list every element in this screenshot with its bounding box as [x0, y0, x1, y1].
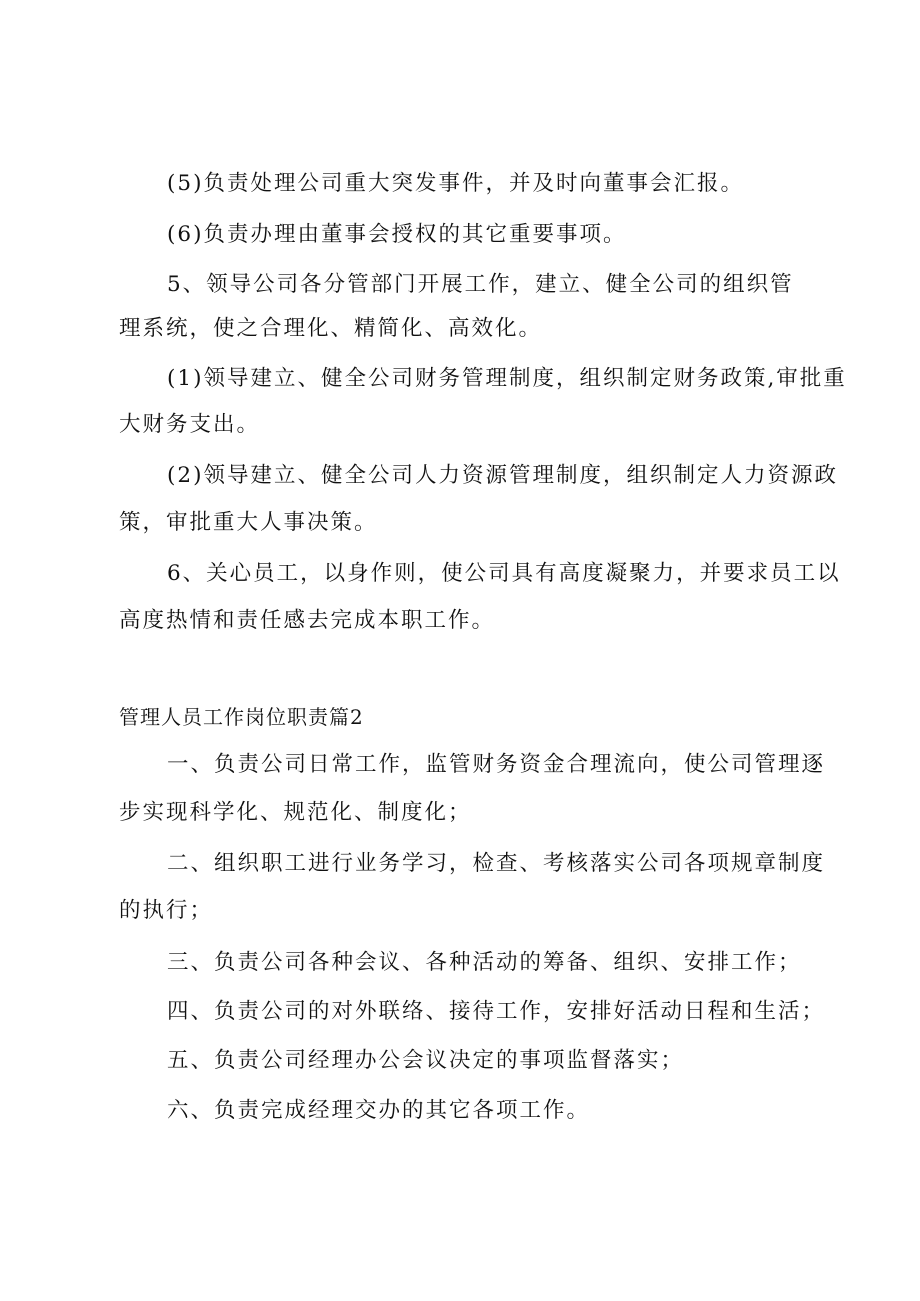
section-title: 管理人员工作岗位职责篇2	[119, 705, 364, 729]
duty-item-5: 五、负责公司经理办公会议决定的事项监督落实；	[167, 1048, 685, 1073]
duty-item-3: 三、负责公司各种会议、各种活动的筹备、组织、安排工作；	[167, 950, 802, 975]
paragraph-item5-sub6: (6)负责办理由董事会授权的其它重要事项。	[167, 222, 627, 247]
duty-item-2-line1: 二、组织职工进行业务学习，检查、考核落实公司各项规章制度	[167, 851, 826, 876]
paragraph-item5-sub1-line1: (1)领导建立、健全公司财务管理制度，组织制定财务政策,审批重	[167, 366, 847, 391]
duty-item-2-line2: 的执行；	[119, 898, 214, 923]
duty-item-6: 六、负责完成经理交办的其它各项工作。	[167, 1098, 591, 1123]
paragraph-item5-sub2-line1: (2)领导建立、健全公司人力资源管理制度，组织制定人力资源政	[167, 463, 838, 488]
paragraph-item5-sub5: (5)负责处理公司重大突发事件，并及时向董事会汇报。	[167, 171, 744, 196]
paragraph-item5-sub2-line2: 策，审批重大人事决策。	[119, 510, 378, 535]
duty-item-4: 四、负责公司的对外联络、接待工作，安排好活动日程和生活；	[167, 999, 826, 1024]
paragraph-item5-sub1-line2: 大财务支出。	[119, 412, 261, 437]
paragraph-item6-line2: 高度热情和责任感去完成本职工作。	[119, 608, 496, 633]
paragraph-item6-line1: 6、关心员工，以身作则，使公司具有高度凝聚力，并要求员工以	[167, 561, 841, 586]
duty-item-1-line2: 步实现科学化、规范化、制度化；	[119, 800, 472, 825]
duty-item-1-line1: 一、负责公司日常工作，监管财务资金合理流向，使公司管理逐	[167, 752, 826, 777]
paragraph-item5-line2: 理系统，使之合理化、精简化、高效化。	[119, 316, 543, 341]
paragraph-item5-line1: 5、领导公司各分管部门开展工作，建立、健全公司的组织管	[167, 272, 794, 297]
